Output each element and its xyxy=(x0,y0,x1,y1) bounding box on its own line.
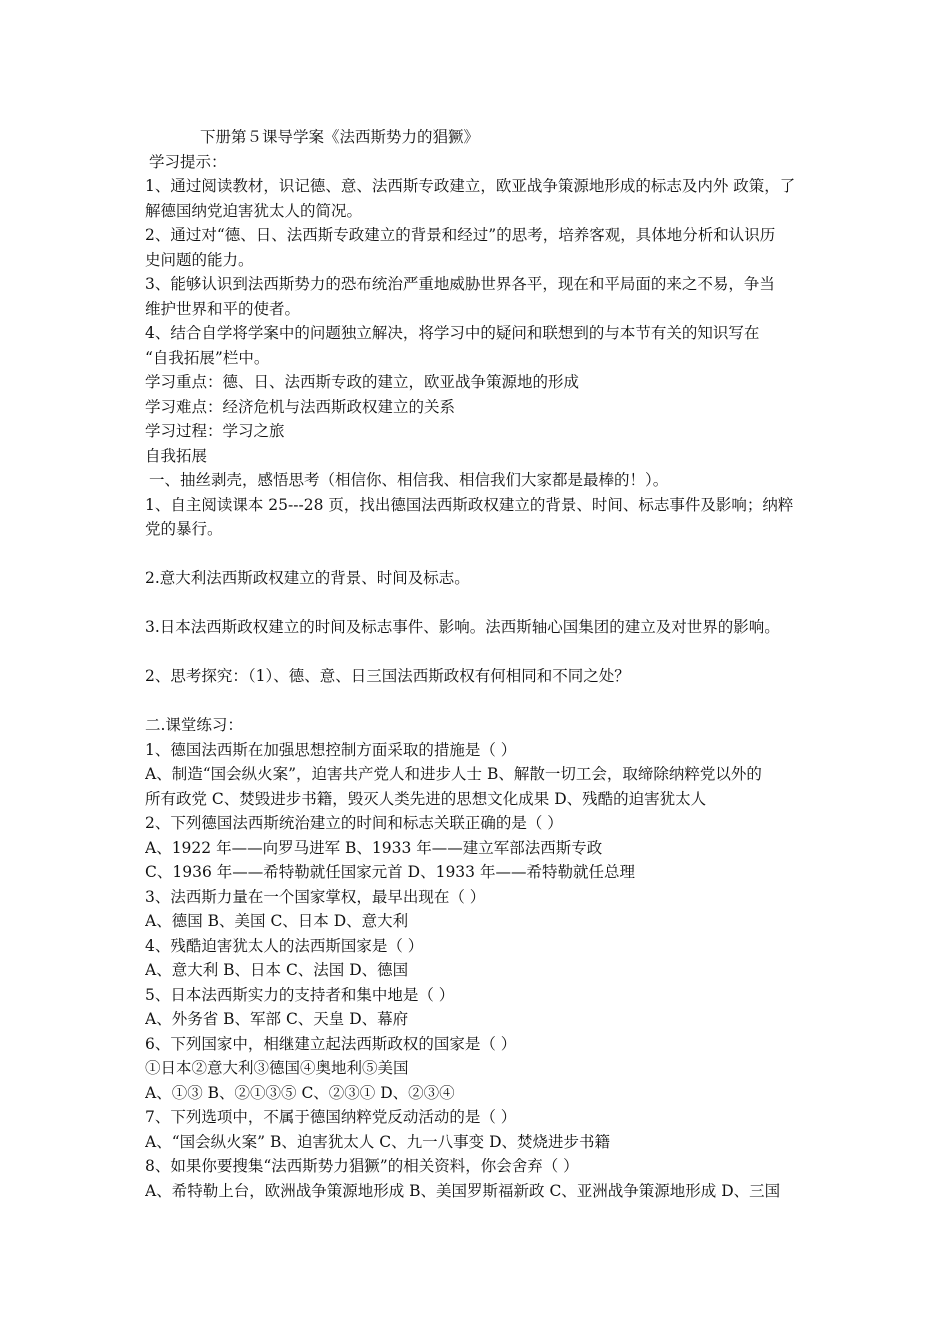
hint-line-4: 史问题的能力。 xyxy=(145,250,254,269)
exercise-line-13: 6、下列国家中，相继建立起法西斯政权的国家是（ ） xyxy=(145,1034,517,1053)
document-title: 下册第５课导学案《法西斯势力的猖獗》 xyxy=(200,128,480,146)
exercise-line-1: 1、德国法西斯在加强思想控制方面采取的措施是（ ） xyxy=(145,740,517,759)
exercise-line-12: A、外务省 B、军部 C、天皇 D、幕府 xyxy=(145,1010,409,1028)
section1-question1-line1: 1、自主阅读课本 25---28 页，找出德国法西斯政权建立的背景、时间、标志事件及影响；纳粹 xyxy=(145,495,794,514)
section1-question1-line2: 党的暴行。 xyxy=(145,520,223,538)
hint-line-7: 4、结合自学将学案中的问题独立解决，将学习中的疑问和联想到的与本节有关的知识写在 xyxy=(145,324,760,342)
exercise-line-15: A、①③ B、②①③⑤ C、②③① D、②③④ xyxy=(145,1083,455,1102)
hint-line-6: 维护世界和平的使者。 xyxy=(145,299,301,318)
blank-line xyxy=(145,591,810,616)
difficulty: 学习难点：经济危机与法西斯政权建立的关系 xyxy=(145,397,456,416)
hint-heading: 学习提示： xyxy=(149,152,227,171)
exercise-line-7: 3、法西斯力量在一个国家掌权，最早出现在（ ） xyxy=(145,887,486,906)
exercise-line-11: 5、日本法西斯实力的支持者和集中地是（ ） xyxy=(145,985,455,1004)
exercise-line-18: 8、如果你要搜集“法西斯势力猖獗”的相关资料，你会舍弃（ ） xyxy=(145,1157,579,1175)
section1-question4: 2、思考探究：（1）、德、意、日三国法西斯政权有何相同和不同之处？ xyxy=(145,667,630,685)
key-point: 学习重点：德、日、法西斯专政的建立，欧亚战争策源地的形成 xyxy=(145,373,580,391)
blank-line xyxy=(145,689,810,714)
section1-heading: 一、抽丝剥壳，感悟思考（相信你、相信我、相信我们大家都是最棒的！）。 xyxy=(149,471,669,489)
exercise-line-17: A、“国会纵火案” B、迫害犹太人 C、九一八事变 D、焚烧进步书籍 xyxy=(145,1132,611,1151)
section2-heading: 二.课堂练习： xyxy=(145,716,243,734)
document-body xyxy=(145,125,810,1203)
exercise-line-5: A、1922 年——向罗马进军 B、1933 年——建立军部法西斯专政 xyxy=(145,838,603,857)
exercise-line-3: 所有政党 C、焚毁进步书籍，毁灭人类先进的思想文化成果 D、残酷的迫害犹太人 xyxy=(145,789,707,808)
hint-line-2: 解德国纳党迫害犹太人的简况。 xyxy=(145,201,363,220)
hint-line-3: 2、通过对“德、日、法西斯专政建立的背景和经过”的思考，培养客观，具体地分析和认识历 xyxy=(145,226,776,244)
exercise-line-9: 4、残酷迫害犹太人的法西斯国家是（ ） xyxy=(145,936,424,955)
exercise-line-2: A、制造“国会纵火案”，迫害共产党人和进步人士 B、解散一切工会，取缔除纳粹党以外的 xyxy=(145,765,762,783)
exercise-line-4: 2、下列德国法西斯统治建立的时间和标志关联正确的是（ ） xyxy=(145,814,563,832)
hint-line-8: “自我拓展”栏中。 xyxy=(145,348,270,367)
self-expand-heading: 自我拓展 xyxy=(145,446,208,465)
blank-line xyxy=(145,640,810,665)
exercise-line-14: ①日本②意大利③德国④奥地利⑤美国 xyxy=(145,1059,409,1077)
hint-line-5: 3、能够认识到法西斯势力的恐布统治严重地威胁世界各平，现在和平局面的来之不易，争当 xyxy=(145,275,775,293)
exercise-line-6: C、1936 年——希特勒就任国家元首 D、1933 年——希特勒就任总理 xyxy=(145,863,635,881)
exercise-line-16: 7、下列选项中，不属于德国纳粹党反动活动的是（ ） xyxy=(145,1108,517,1126)
section1-question3: 3.日本法西斯政权建立的时间及标志事件、影响。法西斯轴心国集团的建立及对世界的影响。 xyxy=(145,618,780,636)
blank-line xyxy=(145,542,810,567)
section1-question2: 2.意大利法西斯政权建立的背景、时间及标志。 xyxy=(145,569,470,587)
exercise-line-19: A、希特勒上台，欧洲战争策源地形成 B、美国罗斯福新政 C、亚洲战争策源地形成 D、三国 xyxy=(145,1181,781,1200)
hint-line-1: 1、通过阅读教材，识记德、意、法西斯专政建立，欧亚战争策源地形成的标志及内外 政策，了 xyxy=(145,177,796,195)
learning-process: 学习过程：学习之旅 xyxy=(145,422,285,440)
exercise-line-10: A、意大利 B、日本 C、法国 D、德国 xyxy=(145,961,409,979)
exercise-line-8: A、德国 B、美国 C、日本 D、意大利 xyxy=(145,912,409,930)
